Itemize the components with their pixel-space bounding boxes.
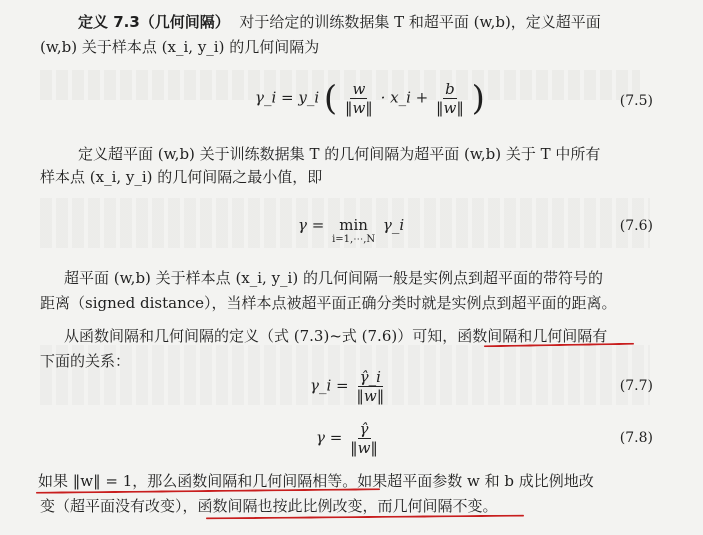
eq76-rhs: γ_i (382, 216, 405, 234)
para2-line-2: 样本点 (x_i, y_i) 的几何间隔之最小值，即 (40, 168, 323, 186)
eq75-fraction-1 (345, 80, 373, 117)
eq78-num: γ̂ (359, 420, 369, 438)
eq78-lhs: γ = (316, 428, 343, 447)
definition-label: 定义 7.3 (78, 13, 140, 31)
equation-7-5 (255, 80, 485, 117)
equation-number-7-8: (7.8) (619, 430, 653, 446)
definition-line-2: (w,b) 关于样本点 (x_i, y_i) 的几何间隔为 (40, 38, 320, 56)
eq77-fraction (356, 368, 384, 405)
eq75-frac2-den: ‖w‖ (436, 99, 464, 117)
eq78-den: ‖w‖ (350, 439, 378, 457)
para3-line-2: 距离（signed distance），当样本点被超平面正确分类时就是实例点到超平面的距离。 (40, 294, 617, 312)
eq77-den: ‖w‖ (356, 387, 385, 405)
para5-line-1: 如果 ‖w‖ = 1，那么函数间隔和几何间隔相等。如果超平面参数 w 和 b 成比例地改 (38, 472, 594, 490)
eq77-num: γ̂_i (359, 368, 381, 386)
eq75-open-paren: ( (323, 78, 338, 119)
para4-line-1: 从函数间隔和几何间隔的定义（式 (7.3)~式 (7.6)）可知，函数间隔和几何间隔有 (64, 327, 608, 345)
equation-number-7-5: (7.5) (619, 93, 653, 109)
eq76-min (332, 216, 375, 245)
definition-text-1: 对于给定的训练数据集 T 和超平面 (w,b)，定义超平面 (239, 13, 601, 31)
eq76-lhs: γ = (298, 216, 325, 234)
para3-line-1: 超平面 (w,b) 关于样本点 (x_i, y_i) 的几何间隔一般是实例点到超平面的带符号的 (64, 269, 603, 287)
eq75-fraction-2 (436, 80, 464, 117)
equation-7-6 (298, 216, 404, 245)
definition-line-1 (78, 12, 601, 32)
eq75-frac1-den: ‖w‖ (344, 99, 373, 117)
eq75-lhs: γ_i = y_i (255, 88, 320, 107)
eq75-mid: · x_i + (380, 88, 429, 107)
eq75-close-paren: ) (471, 78, 485, 119)
eq78-fraction (350, 420, 378, 457)
eq77-lhs: γ_i = (310, 376, 349, 395)
eq75-frac2-num: b (445, 80, 455, 98)
equation-7-8 (316, 420, 381, 457)
eq75-frac1-num: w (352, 80, 366, 98)
equation-number-7-7: (7.7) (619, 378, 653, 394)
definition-name: （几何间隔） (139, 13, 230, 31)
para2-line-1: 定义超平面 (w,b) 关于训练数据集 T 的几何间隔为超平面 (w,b) 关于 T 中所有 (78, 145, 601, 163)
equation-number-7-6: (7.6) (619, 218, 653, 234)
eq76-min-sub: i=1,⋯,N (332, 234, 376, 245)
para4-line-2: 下面的关系： (40, 352, 131, 370)
para5-line-2: 变（超平面没有改变），函数间隔也按此比例改变，而几何间隔不变。 (40, 497, 498, 515)
eq76-min-op: min (339, 216, 368, 234)
equation-7-7 (310, 368, 387, 405)
